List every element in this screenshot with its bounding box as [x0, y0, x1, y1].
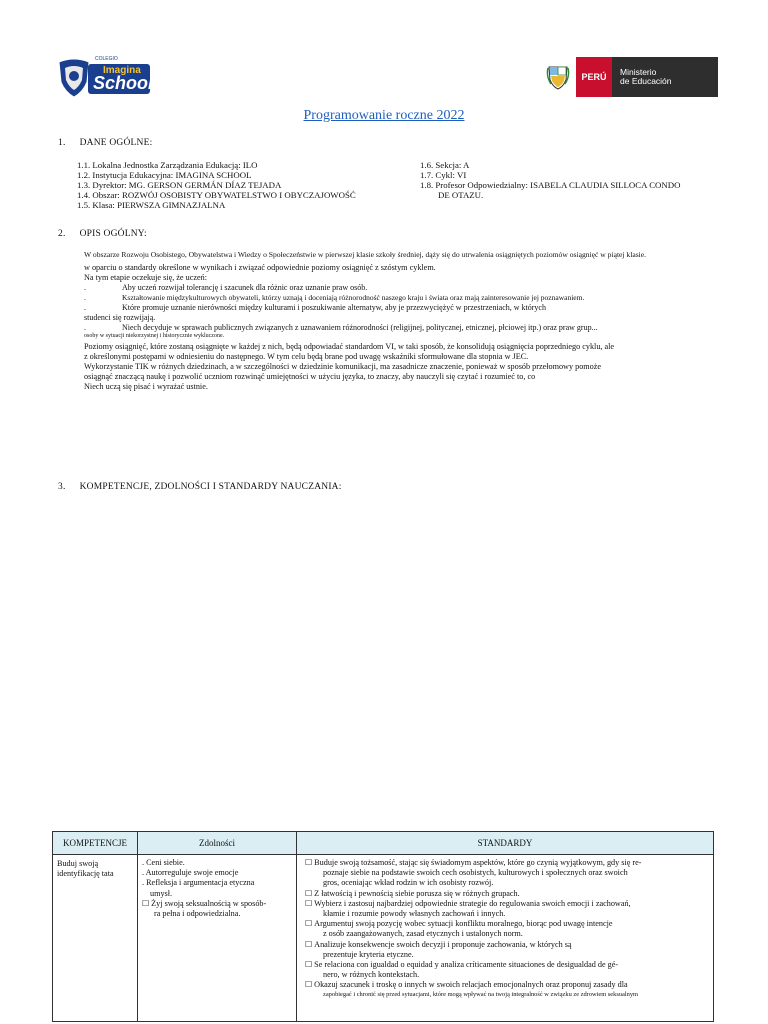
standard-line	[305, 980, 709, 990]
imagina-school-logo	[57, 56, 154, 98]
paragraph-line: Niech uczą się pisać i wyrażać ustnie.	[84, 382, 208, 391]
standard-line	[305, 889, 709, 899]
paragraph-line: Wykorzystanie TIK w różnych dziedzinach, a w szczególności w dziedzinie komunikacji, ma zasadnicze znaczenie, ponieważ w sposób przełomowy pomoże	[84, 362, 602, 371]
list-item: DE OTAZU.	[438, 190, 484, 200]
standard-text: Argumentuj swoją pozycję wobec sytuacji konfliktu moralnego, biorąc pod uwagę intencje	[314, 919, 613, 929]
section3-number: 3.	[58, 482, 66, 492]
list-item: 1.7. Cykl: VI	[420, 170, 467, 180]
standard-line	[305, 919, 709, 929]
standard-line: prezentuje kryteria etyczne.	[323, 949, 414, 959]
standard-line: z osób zaangażowanych, zasad etycznych i ustalonych norm.	[323, 929, 523, 939]
checkbox-icon: ☐	[142, 898, 150, 908]
header-abilities: Zdolności	[138, 832, 297, 855]
list-item: 1.5. Klasa: PIERWSZA GIMNAZJALNA	[77, 200, 226, 210]
header-competencies: KOMPETENCJE	[53, 832, 138, 855]
peru-coat-of-arms-icon	[540, 57, 576, 97]
bullet-line	[84, 323, 744, 333]
bullet-line	[84, 303, 744, 313]
standard-text: Analizuje konsekwencje swoich decyzji i proponuje zachowania, w których są	[314, 939, 572, 949]
ministerio-line1: Ministerio	[620, 67, 657, 77]
bullet: .	[84, 303, 86, 312]
paragraph-line: w oparciu o standardy określone w wynikach i związać odpowiednie poziomy osiągnięć z szóstym cyklem.	[84, 263, 436, 272]
section1-heading	[58, 138, 152, 148]
bullet: .	[84, 323, 86, 332]
paragraph-line: osiągnąć znaczącą naukę i pozwolić uczniom rozwinąć umiejętności w użyciu języka, to znaczy, aby nauczyli się czytać i rozumieć to, co	[84, 372, 536, 381]
section3-title: KOMPETENCJE, ZDOLNOŚCI I STANDARDY NAUCZANIA:	[79, 482, 342, 492]
checkbox-icon: ☐	[305, 898, 313, 908]
list-item: 1.1. Lokalna Jednostka Zarządzania Edukacją: ILO	[77, 160, 258, 170]
standard-line: kłamie i rozumie powody własnych zachowań i innych.	[323, 909, 506, 919]
standard-line: gros, oceniając wkład rodzin w ich osobisty rozwój.	[323, 878, 494, 888]
header-standards: STANDARDY	[297, 832, 714, 855]
standard-line: poznaje siebie na podstawie swoich cech osobistych, kulturowych i społecznych oraz swoich	[323, 868, 628, 878]
ability-text: Żyj swoją seksualnością w sposób-	[151, 898, 267, 908]
standard-line	[305, 940, 709, 950]
list-item: 1.8. Profesor Odpowiedzialny: ISABELA CLAUDIA SILLOCA CONDO	[420, 180, 681, 190]
standard-text: Okazuj szacunek i troskę o innych w swoich relacjach emocjonalnych oraz proponuj zasady dla	[314, 980, 628, 990]
paragraph-line: Poziomy osiągnięć, które zostaną osiągnięte w każdej z nich, będą odpowiadać standardom VI, w taki sposób, że konsolidują osiągnięcia poprzedniego cyklu, ale	[84, 342, 615, 351]
list-item: 1.6. Sekcja: A	[420, 160, 470, 170]
ability-item: . Refleksja i argumentacja etyczna	[142, 878, 255, 888]
checkbox-icon: ☐	[305, 888, 313, 898]
section3-heading	[58, 482, 342, 492]
checkbox-icon: ☐	[305, 960, 313, 970]
ministerio-line2: de Educación	[620, 76, 672, 86]
competencies-table	[52, 831, 714, 1022]
ministerio-logo	[540, 57, 718, 97]
ability-item: . Ceni siebie.	[142, 858, 185, 867]
checkbox-icon: ☐	[305, 939, 313, 949]
ability-item	[142, 899, 292, 909]
standard-text: Wybierz i zastosuj najbardziej odpowiednie strategie do regulowania swoich emocji i zachowań,	[314, 898, 631, 908]
paragraph-line: studenci się rozwijają.	[84, 313, 156, 322]
ability-item: umysł.	[150, 888, 173, 898]
ability-item: ra pełna i odpowiedzialna.	[154, 909, 241, 919]
bullet-text: Które promuje uznanie nierówności między kulturami i poszukiwanie alternatyw, aby je przezwyciężyć w przestrzeniach, w których	[122, 303, 546, 312]
standard-line	[305, 960, 709, 970]
section1-right-list	[420, 160, 680, 200]
list-item: 1.3. Dyrektor: MG. GERSON GERMÁN DÍAZ TEJADA	[77, 180, 282, 190]
paragraph-line: osoby w sytuacji niekorzystnej i historycznie wykluczone.	[84, 333, 225, 339]
standard-text: Se relaciona con igualdad o equidad y analiza críticamente situaciones de desigualdad de gé-	[314, 960, 619, 970]
standards-cell	[297, 855, 714, 1022]
paragraph-line: Na tym etapie oczekuje się, że uczeń:	[84, 273, 207, 282]
section1-title: DANE OGÓLNE:	[79, 138, 153, 148]
paragraph-line: z określonymi postępami w odniesieniu do następnego. W tym celu będą brane pod uwagę wskaźniki sformułowane dla stopnia w JEC.	[84, 352, 529, 361]
standard-line	[305, 899, 709, 909]
checkbox-icon: ☐	[305, 980, 313, 990]
table-header-row	[53, 832, 714, 855]
bullet-line	[84, 293, 744, 303]
logo-word-imagina: Imagina	[103, 65, 141, 76]
logo-word-school: School	[93, 73, 154, 93]
peru-label: PERÚ	[576, 57, 612, 97]
competence-cell: Buduj swoją identyfikację tata	[53, 855, 138, 1022]
section1-left-list	[77, 160, 356, 210]
logo-small-text: COLEGIO	[95, 56, 118, 62]
section1-number: 1.	[58, 138, 66, 148]
ministerio-text	[612, 57, 672, 97]
section2-body	[84, 250, 744, 392]
standard-line: zapobiegać i chronić się przed sytuacjami, które mogą wpływać na twoją integralność w związku ze zdrowiem seksualnym	[323, 990, 638, 998]
bullet: .	[84, 293, 86, 302]
abilities-cell	[138, 855, 297, 1022]
bullet-line	[84, 283, 744, 293]
ability-item: . Autorreguluje swoje emocje	[142, 868, 239, 878]
section2-number: 2.	[58, 229, 66, 239]
section2-heading	[58, 229, 147, 239]
standard-text: Z łatwością i pewnością siebie porusza się w różnych grupach.	[314, 888, 520, 898]
section2-title: OPIS OGÓLNY:	[79, 229, 147, 239]
table-row	[53, 855, 714, 1022]
bullet-text: Niech decyduje w sprawach publicznych związanych z uznawaniem różnorodności (religijnej, politycznej, etnicznej, płciowej itp.) oraz praw grup...	[122, 323, 598, 332]
standard-line: nero, w różnych kontekstach.	[323, 970, 420, 980]
bullet-text: Aby uczeń rozwijał tolerancję i szacunek dla różnic oraz uznanie praw osób.	[122, 283, 368, 292]
checkbox-icon: ☐	[305, 858, 313, 867]
paragraph-line: W obszarze Rozwoju Osobistego, Obywatelstwa i Wiedzy o Społeczeństwie w pierwszej klasie szkoły średniej, dąży się do utrwalenia osiągniętych poziomów osiągnięć w piątej klasie.	[84, 250, 647, 259]
bullet-text: Kształtowanie międzykulturowych obywateli, którzy uznają i doceniają różnorodność naszego kraju i świata oraz mają zainteresowanie jej poznawaniem.	[122, 293, 585, 302]
list-item: 1.2. Instytucja Edukacyjna: IMAGINA SCHOOL	[77, 170, 252, 180]
checkbox-icon: ☐	[305, 919, 313, 929]
bullet: .	[84, 283, 86, 292]
document-title[interactable]: Programowanie roczne 2022	[303, 108, 465, 123]
list-item: 1.4. Obszar: ROZWÓJ OSOBISTY OBYWATELSTWO I OBYCZAJOWOŚĆ	[77, 190, 356, 200]
standard-text: Buduje swoją tożsamość, stając się świadomym aspektów, które go czynią wyjątkowym, gdy się re-	[314, 858, 642, 867]
standard-line	[305, 858, 709, 868]
